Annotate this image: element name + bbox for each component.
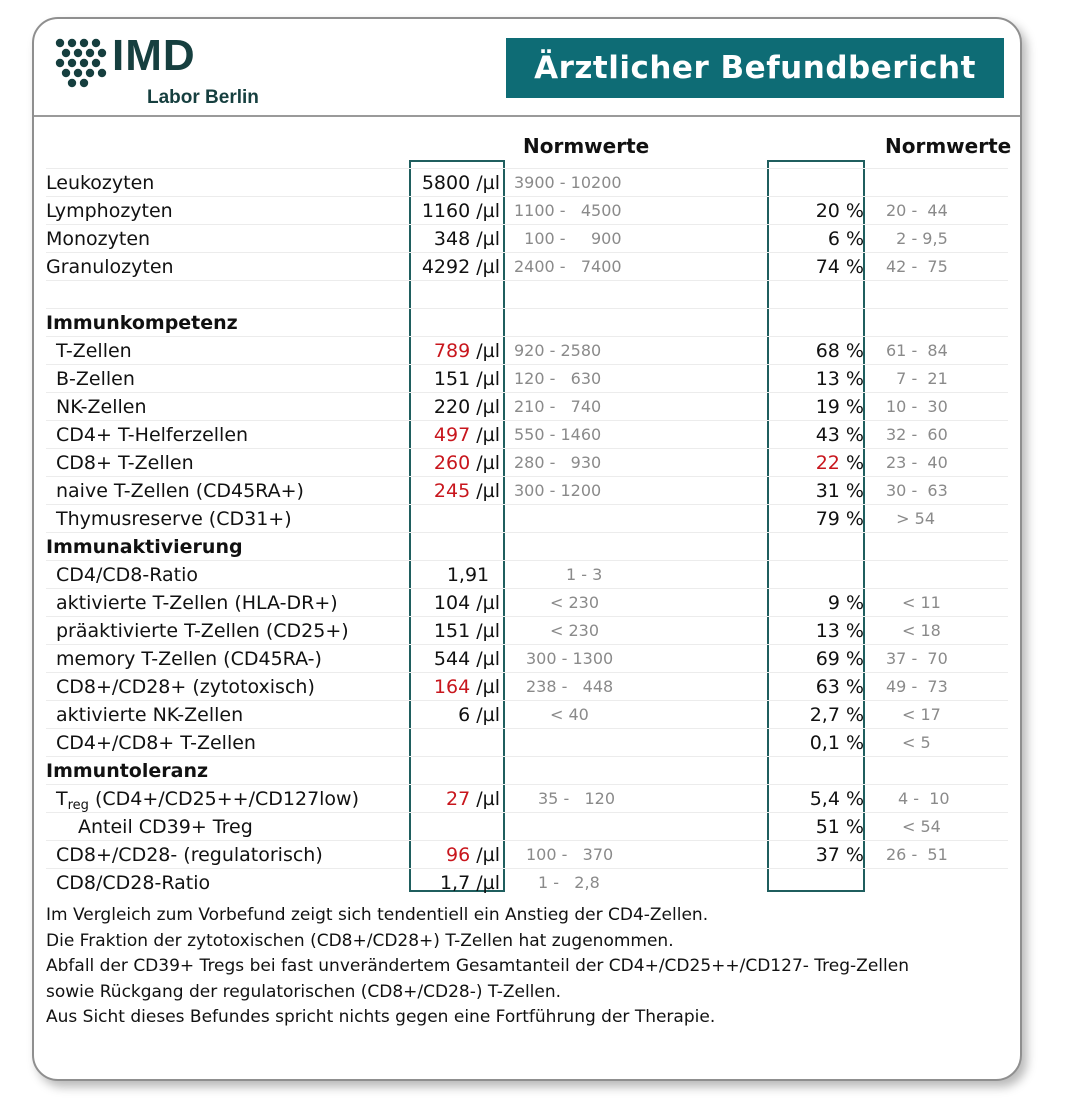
row-label: aktivierte T-Zellen (HLA-DR+) [56,592,338,614]
table-row [46,448,1008,477]
pct-reference: < 17 [902,705,941,724]
pct-value: 37 % [815,844,864,866]
imd-logo [54,31,294,108]
pct-reference: 4 - 10 [898,789,950,808]
section-title-kompetenz: Immunkompetenz [46,312,238,334]
abs-value: 1,7 [439,872,471,894]
norm-header-pct: Normwerte [885,134,1012,158]
abs-reference: 1 - 2,8 [538,873,600,892]
section-header-row [46,308,1008,337]
pct-value: 68 % [815,340,864,362]
table-row [46,616,1008,645]
abs-reference: 300 - 1300 [526,649,614,668]
row-label: T-Zellen [56,340,132,362]
abs-value-abnormal: 164 [433,676,471,698]
abs-reference: 120 - 630 [514,369,602,388]
pct-value-abnormal: 22 [815,452,840,474]
table-row [46,812,1008,841]
row-label: Leukozyten [46,172,155,194]
row-label: CD4/CD8-Ratio [56,564,199,586]
pct-reference: 37 - 70 [886,649,948,668]
abs-reference: 210 - 740 [514,397,602,416]
abs-value: 104 [433,592,471,614]
pct-reference: < 5 [902,733,931,752]
section-header-row [46,532,1008,561]
pct-value: 13 % [815,368,864,390]
pct-reference: 7 - 21 [886,369,948,388]
norm-header-abs: Normwerte [523,134,650,158]
abs-value: 544 [433,648,471,670]
pct-value: 13 % [815,620,864,642]
abs-value-abnormal: 789 [433,340,471,362]
section-header-row [46,756,1008,785]
abs-reference: 3900 - 10200 [514,173,622,192]
logo-dots-icon [54,37,110,93]
pct-value: 63 % [815,676,864,698]
abs-reference: 100 - 900 [514,229,622,248]
report-title: Ärztlicher Befundbericht [506,38,1004,98]
row-label: B-Zellen [56,368,135,390]
pct-reference: 26 - 51 [886,845,948,864]
table-row [46,476,1008,505]
abs-value: 5800 [421,172,471,194]
table-row [46,420,1008,449]
row-label: CD8+/CD28+ (zytotoxisch) [56,676,315,698]
logo-text: IMD [112,31,196,80]
abs-unit: /µl [476,256,500,278]
comment-line: Abfall der CD39+ Tregs bei fast unverändertem Gesamtanteil der CD4+/CD25++/CD127- Treg-Zellen [46,956,909,976]
pct-value: 51 % [815,816,864,838]
abs-reference: 100 - 370 [526,845,614,864]
table-row [46,168,1008,197]
abs-unit: /µl [476,452,500,474]
abs-value-abnormal: 260 [433,452,471,474]
abs-value: 348 [433,228,471,250]
pct-reference: 20 - 44 [886,201,948,220]
abs-value: 1160 [421,200,471,222]
pct-value: 43 % [815,424,864,446]
table-row [46,336,1008,365]
abs-reference: 280 - 930 [514,453,602,472]
row-label: Granulozyten [46,256,174,278]
table-row [46,868,1008,897]
abs-unit: /µl [476,648,500,670]
pct-reference: 32 - 60 [886,425,948,444]
abs-unit: /µl [476,592,500,614]
pct-value: 69 % [815,648,864,670]
abs-value: 6 [458,704,471,726]
row-label: Anteil CD39+ Treg [78,816,253,838]
table-row [46,364,1008,393]
row-label: CD4+/CD8+ T-Zellen [56,732,256,754]
logo-subtitle: Labor Berlin [147,87,259,108]
row-label: NK-Zellen [56,396,147,418]
pct-value: 9 % [827,592,864,614]
table-row [46,252,1008,281]
pct-reference: < 54 [902,817,941,836]
abs-value-abnormal: 497 [433,424,471,446]
table-row [46,784,1008,813]
table-row [46,728,1008,757]
abs-unit: /µl [476,788,500,810]
pct-reference: < 18 [902,621,941,640]
abs-value: 151 [433,368,471,390]
table-row [46,560,1008,589]
abs-reference: 1100 - 4500 [514,201,622,220]
row-label: CD8+/CD28- (regulatorisch) [56,844,323,866]
abs-reference: 35 - 120 [538,789,616,808]
abs-unit: /µl [476,480,500,502]
pct-reference: 30 - 63 [886,481,948,500]
abs-reference: < 230 [550,621,600,640]
table-row [46,196,1008,225]
pct-reference: 61 - 84 [886,341,948,360]
pct-value: 20 % [815,200,864,222]
pct-value: 74 % [815,256,864,278]
row-label: CD8+ T-Zellen [56,452,194,474]
pct-value: 79 % [815,508,864,530]
pct-reference: 42 - 75 [886,257,948,276]
abs-value-abnormal: 245 [433,480,471,502]
table-row [46,224,1008,253]
table-row [46,392,1008,421]
row-label: CD4+ T-Helferzellen [56,424,249,446]
abs-unit: /µl [476,200,500,222]
abs-value-abnormal: 96 [445,844,471,866]
pct-reference: 10 - 30 [886,397,948,416]
pct-reference: 23 - 40 [886,453,948,472]
section-title-aktivierung: Immunaktivierung [46,536,243,558]
pct-value: 5,4 % [809,788,864,810]
table-row [46,700,1008,729]
abs-unit: /µl [476,676,500,698]
pct-value: 31 % [815,480,864,502]
abs-reference: < 40 [550,705,589,724]
pct-reference: < 11 [902,593,941,612]
findings-comment [46,903,1006,1031]
comment-line: sowie Rückgang der regulatorischen (CD8+/CD28-) T-Zellen. [46,981,562,1002]
abs-value: 4292 [421,256,471,278]
table-row [46,840,1008,869]
abs-reference: 2400 - 7400 [514,257,622,276]
pct-value: 0,1 % [809,732,864,754]
abs-reference: 300 - 1200 [514,481,602,500]
abs-reference: 920 - 2580 [514,341,602,360]
row-label: Thymusreserve (CD31+) [56,508,292,530]
treg-subscript: reg [67,798,89,813]
pct-value: 19 % [815,396,864,418]
abs-reference: 238 - 448 [526,677,614,696]
row-label: $T_{reg}$ (CD4+/CD25++/CD127low) [56,788,360,813]
abs-reference: < 230 [550,593,600,612]
abs-reference: 550 - 1460 [514,425,602,444]
abs-unit: /µl [476,620,500,642]
pct-unit: % [845,452,864,474]
row-label: memory T-Zellen (CD45RA-) [56,648,322,670]
section-title-toleranz: Immuntoleranz [46,760,209,782]
table-row [46,588,1008,617]
abs-value: 151 [433,620,471,642]
abs-unit: /µl [476,340,500,362]
pct-reference: 2 - 9,5 [886,229,948,248]
table-row [46,672,1008,701]
abs-reference: 1 - 3 [566,565,603,584]
abs-value-abnormal: 27 [445,788,471,810]
comment-line: Im Vergleich zum Vorbefund zeigt sich tendentiell ein Anstieg der CD4-Zellen. [46,905,709,925]
ratio-value: 1,91 [446,564,490,586]
abs-unit: /µl [476,844,500,866]
pct-reference: 49 - 73 [886,677,948,696]
comment-line: Die Fraktion der zytotoxischen (CD8+/CD28+) T-Zellen hat zugenommen. [46,930,674,951]
abs-unit: /µl [476,704,500,726]
spacer-row [46,280,1008,309]
row-label: Lymphozyten [46,200,173,222]
pct-reference: > 54 [886,509,936,528]
abs-unit: /µl [476,396,500,418]
report-card [32,17,1022,1081]
abs-unit: /µl [476,228,500,250]
row-label: naive T-Zellen (CD45RA+) [56,480,304,502]
header-divider [34,115,1020,117]
row-label: aktivierte NK-Zellen [56,704,244,726]
abs-unit: /µl [476,172,500,194]
row-label: Monozyten [46,228,151,250]
comment-line: Aus Sicht dieses Befundes spricht nichts gegen eine Fortführung der Therapie. [46,1007,716,1027]
abs-value: 220 [433,396,471,418]
pct-value: 6 % [827,228,864,250]
table-row [46,504,1008,533]
abs-unit: /µl [476,872,500,894]
abs-unit: /µl [476,368,500,390]
table-row [46,644,1008,673]
row-label: präaktivierte T-Zellen (CD25+) [56,620,349,642]
row-label: CD8/CD28-Ratio [56,872,211,894]
pct-value: 2,7 % [809,704,864,726]
abs-unit: /µl [476,424,500,446]
